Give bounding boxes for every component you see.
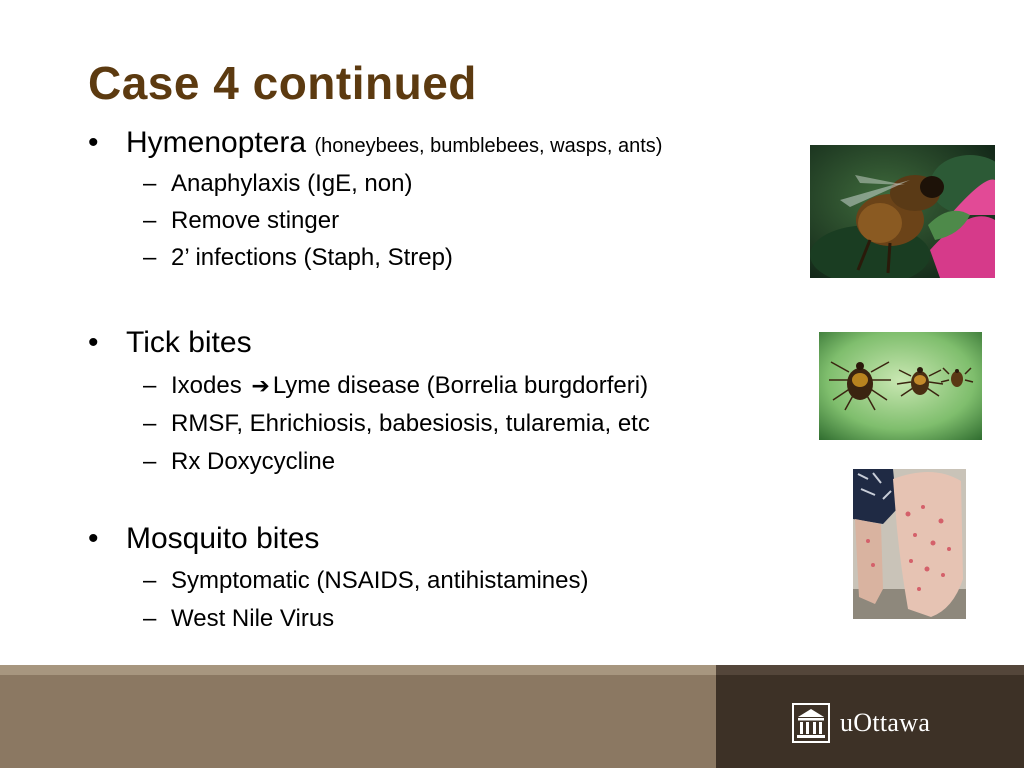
footer-bar-left <box>0 665 716 768</box>
ticks-photo <box>819 332 982 440</box>
bullet-tick-bites <box>88 326 252 360</box>
subitem-dash: – <box>143 207 157 234</box>
bullet-marker: • <box>88 326 99 359</box>
uottawa-logo <box>792 703 930 743</box>
footer-bar-right-accent <box>716 665 1024 675</box>
subitem-text: RMSF, Ehrichiosis, babesiosis, tularemia, etc <box>171 410 650 437</box>
subitem <box>143 605 334 633</box>
subitem-dash: – <box>143 410 157 437</box>
bee-on-flower-photo <box>810 145 995 278</box>
mosquito-bitten-legs-photo <box>853 469 966 619</box>
subitem-text: Symptomatic (NSAIDS, antihistamines) <box>171 567 589 594</box>
subitem-dash: – <box>143 244 157 271</box>
bullet-marker: • <box>88 522 99 555</box>
footer-bar-left-accent <box>0 665 716 675</box>
subitem-dash: – <box>143 567 157 594</box>
subitem <box>143 567 588 595</box>
bullet-hymenoptera <box>88 126 662 160</box>
subitem <box>143 448 335 476</box>
subitem-text: West Nile Virus <box>171 605 335 632</box>
subitem <box>143 372 648 400</box>
university-building-icon <box>792 703 830 743</box>
bullet-marker: • <box>88 126 99 159</box>
subitem <box>143 410 650 438</box>
bullet-parenthetical: (honeybees, bumblebees, wasps, ants) <box>314 135 663 157</box>
bullet-text: Tick bites <box>126 326 252 359</box>
bullet-text: Mosquito bites <box>126 522 320 555</box>
subitem-dash: – <box>143 170 157 197</box>
slide-title: Case 4 continued <box>88 57 477 109</box>
subitem <box>143 170 412 198</box>
subitem-dash: – <box>143 448 157 475</box>
subitem-text: 2’ infections (Staph, Strep) <box>171 244 453 271</box>
subitem-text: Remove stinger <box>171 207 340 234</box>
subitem-text: Anaphylaxis (IgE, non) <box>171 170 413 197</box>
subitem-dash: – <box>143 605 157 632</box>
subitem-text: Ixodes <box>171 372 242 399</box>
bullet-text: Hymenoptera <box>126 126 307 159</box>
right-arrow-icon: ➔ <box>251 373 270 398</box>
logo-text: uOttawa <box>840 708 931 737</box>
subitem-dash: – <box>143 372 157 399</box>
bullet-mosquito-bites <box>88 522 319 556</box>
subitem <box>143 207 339 235</box>
subitem <box>143 244 453 272</box>
subitem-text: Lyme disease (Borrelia burgdorferi) <box>272 372 649 399</box>
subitem-text: Rx Doxycycline <box>171 448 336 475</box>
